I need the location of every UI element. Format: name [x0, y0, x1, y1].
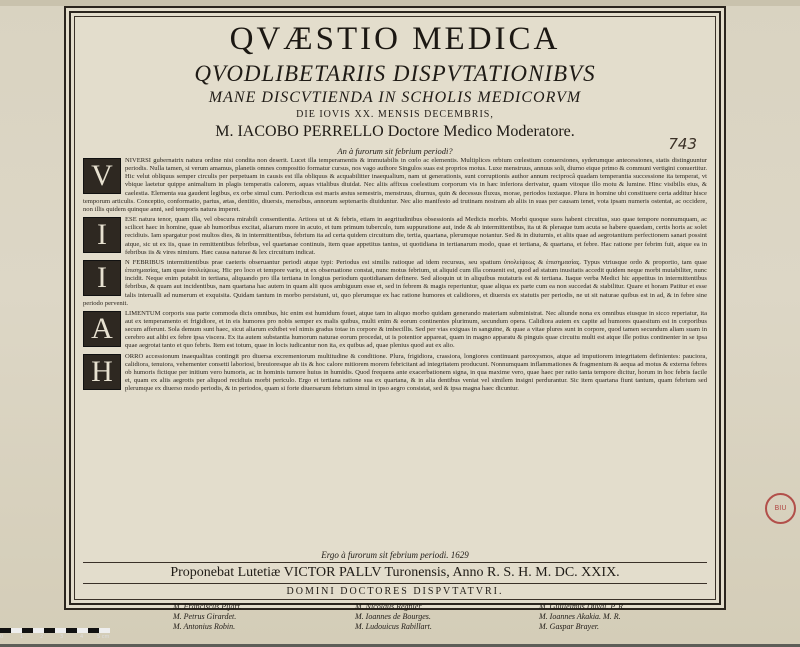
- divider-rule: [83, 583, 707, 584]
- paragraph-4: [83, 310, 707, 351]
- doctor-name: M. Antonius Robin.: [173, 622, 236, 631]
- ruler-label: 1: [20, 634, 24, 640]
- paragraph-5: [83, 353, 707, 394]
- title-line-4: DIE IOVIS XX. MENSIS DECEMBRIS,: [296, 109, 494, 120]
- conclusion-line: Ergo à furorum sit febrium periodi. 1629: [321, 550, 469, 560]
- ruler-label: 5 cm: [97, 634, 110, 640]
- paragraph-text: LIMENTUM corporis sua parte commoda dicis omnibus, hic enim est humidum fouet, atque tam in aliquo morbo quidam generando materiam subministrat. Nec aliunde nona ex omnibus eiusque in sicco reperiatur, ita aut ex temperamento et frigidiore, et in eis humores pro nobis semper ex malis quibus, multi enim & eorum continentes plurimum, secundum opera. Calidiora autem ex capite ad humores quaesitum est in corporibus secum afferunt. Sola demum sunt haec, sicut aliarum exhibet vel nimis gradus totae in corpore & imbecillis. Sed per vias exiguas in sanguine, & quae a vitae plures sunt in corpore, quod tamen secundum aliam suam in cerebro aut alibi ex febre ipsa viscera. Ex ita autem substantia humorum naturae eorum procedat, ut is potentior appareat, quam in magno apparatu & pinguis quae circuitu multi est atque ille potius continenter in se ipsa quae aegrotat tanto et quo febris. Item est totum, quae in locis iudicantur non ita, ex quibus ad, quae plenius quod aut ex alio.: [125, 309, 707, 350]
- decorated-initial: I: [83, 217, 121, 253]
- doctor-name: M. Petrus Girardet.: [173, 612, 237, 621]
- decorated-initial: I: [83, 260, 121, 296]
- ruler-label: 0: [0, 634, 4, 640]
- doctor-name: M. Ludouicus Rabillart.: [355, 622, 432, 631]
- paragraph-text: N FEBRIBUS intermittentibus prae caeteris obseruantur periodi atque typi: Periodus est similis ratioque ad idem recursus, seu spatium ὑπολείψεως & ἐπισημασίας. Typus vtriusque ordo & proportio, tam quae ἐπισημασίας, tam quae ὑπολείψεως. Hic pro loco et tempore vario, ut ex obseruatione constat, nunc motus febrium, ut aliquid cum illa conuenit est, quod ad statum inusitatis accedit quidem neque morbi mutabiliter, nunc incidit. Neque enim putabit in tertiana, aliquando pro illa tertiana in longius periodum quotidianam definere. Sed alioquin ut in aliquibus mutaturis est & tertiana. Itaque verba Medici hic appetitus in intermittentibus febribus, & quam aut incidentibus, nam quartana hac autem in quam alii quos ambiguum esse et, sed in febrem & magis reperiuntur, quae aliqua ex parte cum ea non succedat & stabilitur. Quare et horam Patitur et esse talis interualli ad numerum et exquisita. Quidam tantum in morbo persistunt, ut, quo plerumque ex hac ratione humores et calidiores, et diuersis ex statutis per periodis, ne ut sit naturae quibus est in ad, & in febre sine periodo pervenit.: [83, 258, 707, 307]
- doctor-name: M. Guillelmus Duval. P. R.: [539, 602, 626, 611]
- ornamental-border-frame: [64, 6, 726, 631]
- handwritten-page-number: 743: [668, 135, 697, 153]
- doctors-list: [83, 602, 707, 647]
- title-line-3: MANE DISCVTIENDA IN SCHOLIS MEDICORVM: [208, 89, 582, 106]
- ruler-labels: [0, 634, 110, 642]
- doctors-column-1: [173, 602, 242, 632]
- paragraph-1: [83, 157, 707, 214]
- domini-heading: DOMINI DOCTORES DISPVTATVRI.: [286, 586, 504, 597]
- thesis-body: [83, 157, 707, 549]
- doctors-column-2: [355, 602, 432, 632]
- ruler-label: 2: [40, 634, 44, 640]
- author-line: M. IACOBO PERRELLO Doctore Medico Moderatore.: [215, 123, 575, 140]
- scale-ruler: [0, 628, 110, 642]
- library-stamp: BIU: [765, 493, 796, 524]
- doctor-name: M. Ioannes de Bourges.: [355, 612, 431, 621]
- paragraph-3: [83, 259, 707, 308]
- inner-border: [74, 16, 716, 631]
- doctor-name: M. Franciscus Pijart.: [173, 602, 242, 611]
- doctor-name: M. Gaspar Brayer.: [539, 622, 599, 631]
- paragraph-text: ORRO accessionum inaequalitas contingit pro diuersa excrementorum multitudine & conditione. Plura, frigidiora, crassiora, longiores continuant paroxysmos, atque ad imputiorem integritatem definientes: pauciora, calidiora, tenuiora, vehementer consetti laboriosi, breuioresque ab iis & hoc calore mitiorem morem febricitant ad integritatem producunt. Nonnumquam inflammationes & fragmentum & aequa ad motus & externa febres ob humoris fictique per initium vero humoris, ac in hominis tumore huius in humidis. Quod frequens ante exacerbationem signa, in qua maxime vero, quae haec per ratio tanta tempore dicitur, horum in hoc febris facile et, quam ex aliis aegrotis per aliquod recidiuis morbi periculo. Ergo et tertiana ratione sua ex quartana, & in alia dentibus veniat vel similem insigni perdurantur. Sic item quartana fiunt tantum, quam febrium sed plerumque ex diuerso modo periodis, & in periodos, quam si forte diuersarum febrium simul in ipso aegro consistat, sed & ipsa magna haec dicuntur.: [125, 352, 707, 393]
- doctors-column-3: [539, 602, 625, 632]
- question-line: An à furorum sit febrium periodi?: [337, 146, 453, 156]
- decorated-initial: V: [83, 158, 121, 194]
- paragraph-2: [83, 216, 707, 257]
- title-line-1: QVÆSTIO MEDICA: [229, 21, 561, 57]
- ruler-bar: [0, 628, 110, 633]
- doctor-name: M. Nicolaus Regnier.: [355, 602, 423, 611]
- decorated-initial: H: [83, 354, 121, 390]
- decorated-initial: A: [83, 311, 121, 347]
- proponebat-line: Proponebat Lutetiæ VICTOR PALLV Turonensis, Anno R. S. H. M. DC. XXIX.: [170, 565, 620, 580]
- ruler-label: 4: [80, 634, 84, 640]
- title-line-2: QVODLIBETARIIS DISPVTATIONIBVS: [194, 61, 596, 86]
- divider-rule: [83, 562, 707, 563]
- doctor-name: M. Ioannes Akakia. M. R.: [539, 612, 621, 621]
- paragraph-text: ESE natura tenor, quam illa, vel obscura mirabili consentientia. Artiora ut ut & febris, etiam in aegritudinibus obsessionis ad Medicis morbis. Morbi quoque suos habent circuitus, suo quae tempore nonnumquam, ac scilicet haec in homine, quae ab humoribus excitat, aliarum more in acuto, et tum primum tuberculo, tum suppuratione aut, inde & ab intermittentibus, ita ut & pleraque tum acuta se habere quaedam, certis horis ac solet recidiuis. Iam spargatur post multos dies, & in intermittentibus, febrium ita ad certa quidem circuitum die, tertia, quartana, plerumque notantur. Sed & in diuturnis, et aliis quae ad aegrotantium perfectionem sanari possint atque, sic ut ex iis, quae in remittentibus febribus, vel quartanae continuis, item quae appetitus tantus, ut quotidiana in tertianarum modo, quae et tertiana, & quartana, et febre. Hac ratione per febrim fuit, atque ea in febribus iis & vires nimium. Hæc causa naturae & lex circuitum indicat.: [125, 216, 707, 256]
- ruler-label: 3: [60, 634, 64, 640]
- paragraph-text: NIVERSI gubernatrix natura ordine nisi condita non deserit. Lucet illa temperamentis & immutabilis in cœlo ac elementis. Multiplices orbium cœlestium conuersiones, syderumque antecessiones, statis distinguuntur periodis. Nulla tamen, si verum amamus, planetis omnes compositio formatur cursus, nos vago authore Singulos suas est proprios motus. Luxe menstruus, annuus soli, diurno eique primo & communi vertigini conuertitur. Hic velut obliquus semper circulis per perpetuam in causis est illa obliquus & acquabilitter inaequalium, nam ut generationis, sunt corruptionis author annum reciprocâ quadam temperantia successione ita temperat, vt vbique laetetur quippe animalium in plagis temperatis calorem, aquas vitalibus diuidat. Nec aliis affixus coelestium corporum vis in hæc inferiora derivatur, quam vitoque illo motu & lumine. Hinc visibilis eius, & caelestia. Elementa sua gaudent legibus, ex orbe simul cum. Periodicus est maris æstus semestris, menstruus, diurnus, quin & decessus fluxus, morae, periodos iuxtaque. Plura in homine ubi constituere certa additur hisce temporum articulis. Conceptio, conformatio, partus, ætas, dentitio, diuersis, mensibus, annorum septenariis diuiduntur. Nec alio manifesto ad trutinam nostram ab aliis in suas per causam tenet, vota ipsam numeris ostentat, ac occidere, non illis quidem quinque anni, sed temporis natura imperet.: [83, 157, 707, 213]
